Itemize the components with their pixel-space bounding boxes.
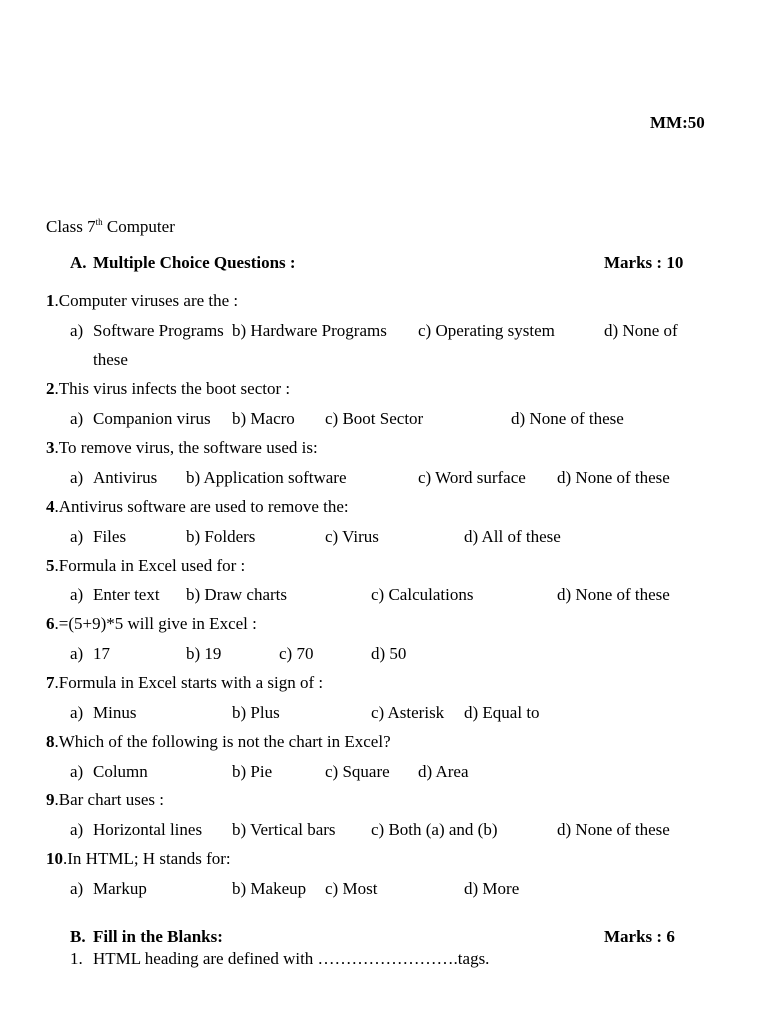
option-b: b) Draw charts bbox=[186, 585, 288, 604]
option-marker: a) bbox=[70, 703, 84, 722]
option-d: d) None of these bbox=[511, 409, 624, 428]
option-marker: a) bbox=[70, 879, 84, 898]
option-b: b) Pie bbox=[232, 762, 273, 781]
option-c: c) Most bbox=[325, 879, 378, 898]
question-1 bbox=[46, 291, 238, 311]
option-c: c) Operating system bbox=[418, 321, 555, 340]
option-a: Software Programs bbox=[93, 321, 224, 340]
question-text: .Bar chart uses : bbox=[54, 790, 165, 809]
question-number: 4 bbox=[46, 497, 55, 516]
section-a-marks: Marks : 10 bbox=[604, 253, 684, 272]
option-d: d) Area bbox=[418, 762, 469, 781]
option-c: c) Boot Sector bbox=[325, 409, 424, 428]
question-text: .Which of the following is not the chart in Excel? bbox=[54, 732, 391, 751]
question-text: .This virus infects the boot sector : bbox=[54, 379, 291, 398]
class-line bbox=[46, 217, 175, 237]
section-b-title: Fill in the Blanks: bbox=[93, 927, 223, 946]
question-7 bbox=[46, 673, 323, 693]
question-text: .In HTML; H stands for: bbox=[63, 849, 231, 868]
option-b: b) Folders bbox=[186, 527, 256, 546]
fill-item-number: 1. bbox=[70, 949, 83, 968]
section-a-title: Multiple Choice Questions : bbox=[93, 253, 296, 272]
option-a: Files bbox=[93, 527, 127, 546]
option-d: d) Equal to bbox=[464, 703, 540, 722]
fill-item-text: HTML heading are defined with …………………….tags. bbox=[93, 949, 490, 968]
option-c: c) Square bbox=[325, 762, 390, 781]
option-marker: a) bbox=[70, 585, 84, 604]
question-number: 6 bbox=[46, 614, 55, 633]
question-number: 2 bbox=[46, 379, 55, 398]
question-number: 1 bbox=[46, 291, 55, 310]
option-c: c) 70 bbox=[279, 644, 314, 663]
option-d: d) All of these bbox=[464, 527, 561, 546]
question-number: 9 bbox=[46, 790, 55, 809]
section-b-marks: Marks : 6 bbox=[604, 927, 675, 946]
class-sup: th bbox=[95, 217, 103, 227]
option-b: b) Makeup bbox=[232, 879, 307, 898]
option-b: b) Macro bbox=[232, 409, 295, 428]
question-5 bbox=[46, 556, 245, 576]
option-c: c) Asterisk bbox=[371, 703, 445, 722]
option-marker: a) bbox=[70, 468, 84, 487]
option-b: b) 19 bbox=[186, 644, 222, 663]
question-3 bbox=[46, 438, 318, 458]
option-d-continued: these bbox=[93, 350, 128, 369]
section-b-letter: B. bbox=[70, 927, 86, 946]
question-number: 3 bbox=[46, 438, 55, 457]
option-a: Horizontal lines bbox=[93, 820, 203, 839]
option-d: d) None of these bbox=[557, 585, 670, 604]
option-d: d) None of bbox=[604, 321, 678, 340]
option-a: Minus bbox=[93, 703, 137, 722]
option-c: c) Word surface bbox=[418, 468, 526, 487]
question-4 bbox=[46, 497, 349, 517]
question-text: .Formula in Excel used for : bbox=[54, 556, 246, 575]
option-marker: a) bbox=[70, 644, 84, 663]
option-b: b) Plus bbox=[232, 703, 280, 722]
question-text: .=(5+9)*5 will give in Excel : bbox=[54, 614, 257, 633]
question-number: 8 bbox=[46, 732, 55, 751]
option-c: c) Virus bbox=[325, 527, 379, 546]
option-c: c) Both (a) and (b) bbox=[371, 820, 498, 839]
option-d: d) More bbox=[464, 879, 520, 898]
option-b: b) Vertical bars bbox=[232, 820, 336, 839]
option-marker: a) bbox=[70, 762, 84, 781]
question-number: 5 bbox=[46, 556, 55, 575]
option-a: Enter text bbox=[93, 585, 160, 604]
question-text: .Computer viruses are the : bbox=[54, 291, 239, 310]
option-a: 17 bbox=[93, 644, 110, 663]
option-b: b) Hardware Programs bbox=[232, 321, 387, 340]
option-c: c) Calculations bbox=[371, 585, 474, 604]
option-a: Markup bbox=[93, 879, 147, 898]
class-subject: Computer bbox=[102, 217, 175, 236]
class-prefix: Class 7 bbox=[46, 217, 96, 236]
question-number: 7 bbox=[46, 673, 55, 692]
option-marker: a) bbox=[70, 321, 84, 340]
option-a: Column bbox=[93, 762, 148, 781]
option-b: b) Application software bbox=[186, 468, 347, 487]
option-a: Antivirus bbox=[93, 468, 158, 487]
question-10 bbox=[46, 849, 231, 869]
option-marker: a) bbox=[70, 527, 84, 546]
max-marks: MM:50 bbox=[650, 113, 705, 132]
question-8 bbox=[46, 732, 391, 752]
question-text: .To remove virus, the software used is: bbox=[54, 438, 318, 457]
option-d: d) None of these bbox=[557, 468, 670, 487]
option-d: d) None of these bbox=[557, 820, 670, 839]
option-marker: a) bbox=[70, 409, 84, 428]
question-number: 10 bbox=[46, 849, 63, 868]
option-a: Companion virus bbox=[93, 409, 211, 428]
question-text: .Antivirus software are used to remove the: bbox=[54, 497, 349, 516]
question-9 bbox=[46, 790, 164, 810]
question-6 bbox=[46, 614, 257, 634]
section-a-letter: A. bbox=[70, 253, 87, 272]
option-d: d) 50 bbox=[371, 644, 407, 663]
option-marker: a) bbox=[70, 820, 84, 839]
question-2 bbox=[46, 379, 290, 399]
question-text: .Formula in Excel starts with a sign of : bbox=[54, 673, 324, 692]
